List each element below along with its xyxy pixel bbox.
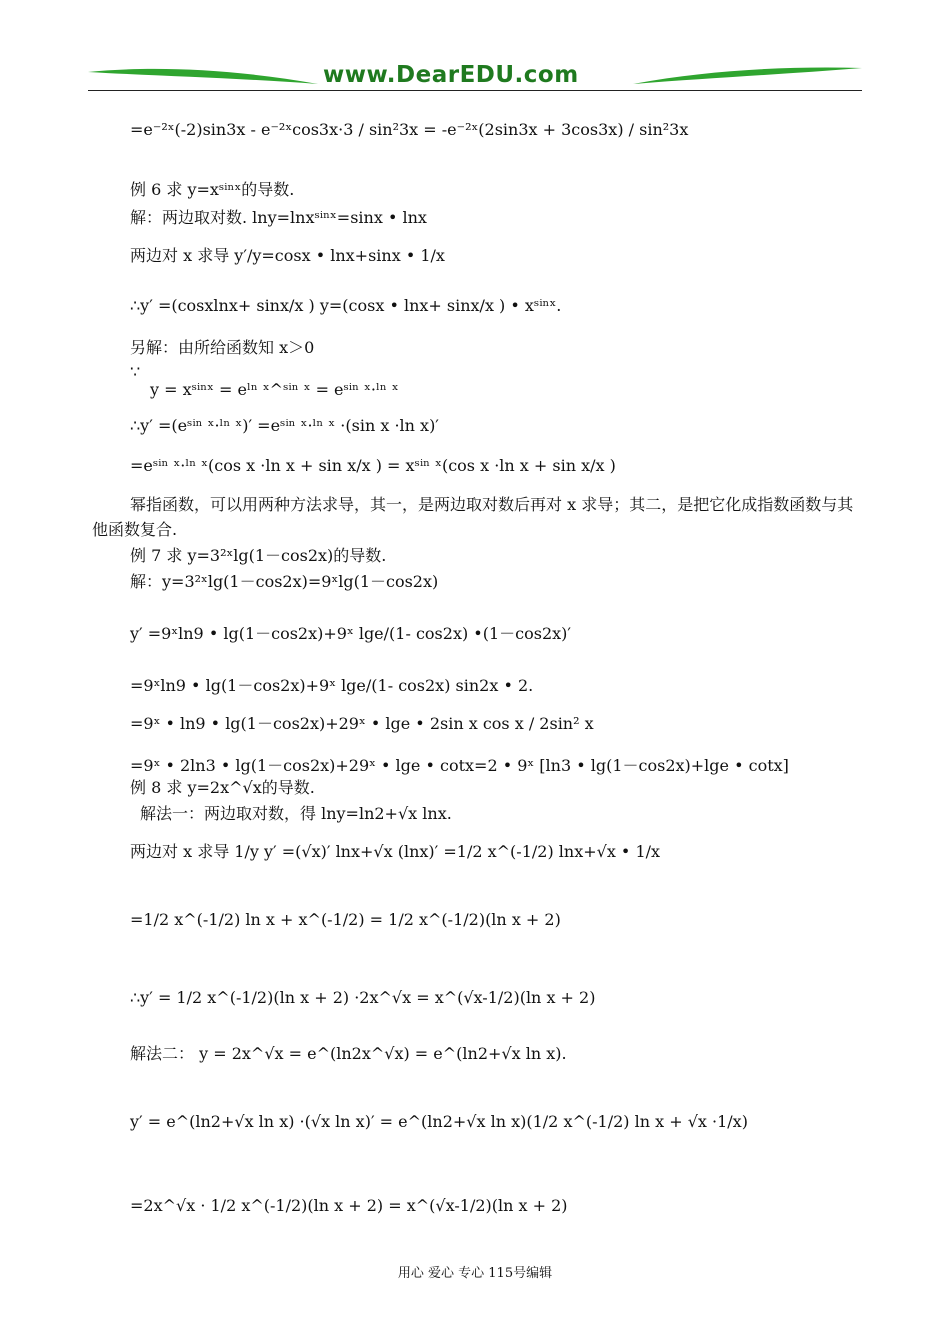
- equation-line-8: 解：y=3²ˣlg(1－cos2x)=9ˣlg(1－cos2x): [130, 572, 439, 591]
- equation-line-2: 解：两边取对数. lny=lnxˢⁱⁿˣ=sinx • lnx: [130, 208, 427, 227]
- equation-line-11: =9ˣ • ln9 • lg(1－cos2x)+29ˣ • lge • 2sin x cos x / 2sin² x: [130, 714, 594, 733]
- alternate-solution-title: 另解：由所给函数知 x＞0: [130, 338, 315, 357]
- equation-line-14: =1/2 x^(-1/2) ln x + x^(-1/2) = 1/2 x^(-1/2)(ln x + 2): [130, 910, 561, 929]
- equation-line-10: =9ˣln9 • lg(1－cos2x)+9ˣ lge/(1- cos2x) sin2x • 2.: [130, 676, 534, 695]
- equation-line-6: ∴y′ =(eˢⁱⁿ ˣ·ˡⁿ ˣ)′ =eˢⁱⁿ ˣ·ˡⁿ ˣ ·(sin x ·ln x)′: [130, 416, 439, 435]
- method-two-line: 解法二： y = 2x^√x = e^(ln2x^√x) = e^(ln2+√x ln x).: [130, 1044, 567, 1063]
- because-symbol: ∵: [130, 362, 141, 381]
- equation-line-7: =eˢⁱⁿ ˣ·ˡⁿ ˣ(cos x ·ln x + sin x/x ) = xˢⁱⁿ ˣ(cos x ·ln x + sin x/x ): [130, 456, 616, 475]
- example-7-title: 例 7 求 y=3²ˣlg(1－cos2x)的导数.: [130, 546, 387, 565]
- page-footer: 用心 爱心 专心 115号编辑: [397, 1266, 553, 1281]
- example-8-title: 例 8 求 y=2x^√x的导数.: [130, 778, 315, 797]
- page-header: [88, 60, 862, 96]
- header-rule: [88, 90, 862, 91]
- equation-line-17: =2x^√x · 1/2 x^(-1/2)(ln x + 2) = x^(√x-1/2)(ln x + 2): [130, 1196, 568, 1215]
- example-6-title: 例 6 求 y=xˢⁱⁿˣ的导数.: [130, 180, 295, 199]
- equation-line-15: ∴y′ = 1/2 x^(-1/2)(ln x + 2) ·2x^√x = x^(√x-1/2)(ln x + 2): [130, 988, 596, 1007]
- equation-line-4: ∴y′ =(cosxlnx+ sinx/x ) y=(cosx • lnx+ sinx/x ) • xˢⁱⁿˣ.: [130, 296, 562, 315]
- equation-line-5: y = xˢⁱⁿˣ = eˡⁿ ˣ^ˢⁱⁿ ˣ = eˢⁱⁿ ˣ·ˡⁿ ˣ: [150, 380, 399, 399]
- equation-line-13: 两边对 x 求导 1/y y′ =(√x)′ lnx+√x (lnx)′ =1/2 x^(-1/2) lnx+√x • 1/x: [130, 842, 661, 861]
- equation-line-12: =9ˣ • 2ln3 • lg(1－cos2x)+29ˣ • lge • cotx=2 • 9ˣ [ln3 • lg(1－cos2x)+lge • cotx]: [130, 756, 789, 775]
- equation-line-9: y′ =9ˣln9 • lg(1－cos2x)+9ˣ lge/(1- cos2x) •(1－cos2x)′: [130, 624, 572, 643]
- equation-line-16: y′ = e^(ln2+√x ln x) ·(√x ln x)′ = e^(ln2+√x ln x)(1/2 x^(-1/2) ln x + √x ·1/x): [130, 1112, 748, 1131]
- equation-line-1: =e⁻²ˣ(-2)sin3x - e⁻²ˣcos3x·3 / sin²3x = -e⁻²ˣ(2sin3x + 3cos3x) / sin²3x: [130, 120, 689, 139]
- explanation-paragraph: 幂指函数，可以用两种方法求导，其一，是两边取对数后再对 x 求导；其二，是把它化成指数函数与其他函数复合.: [92, 495, 854, 539]
- site-brand: www.DearEDU.com: [323, 62, 579, 88]
- method-one-line: 解法一：两边取对数，得 lny=ln2+√x lnx.: [140, 804, 452, 823]
- equation-line-3: 两边对 x 求导 y′/y=cosx • lnx+sinx • 1/x: [130, 246, 445, 265]
